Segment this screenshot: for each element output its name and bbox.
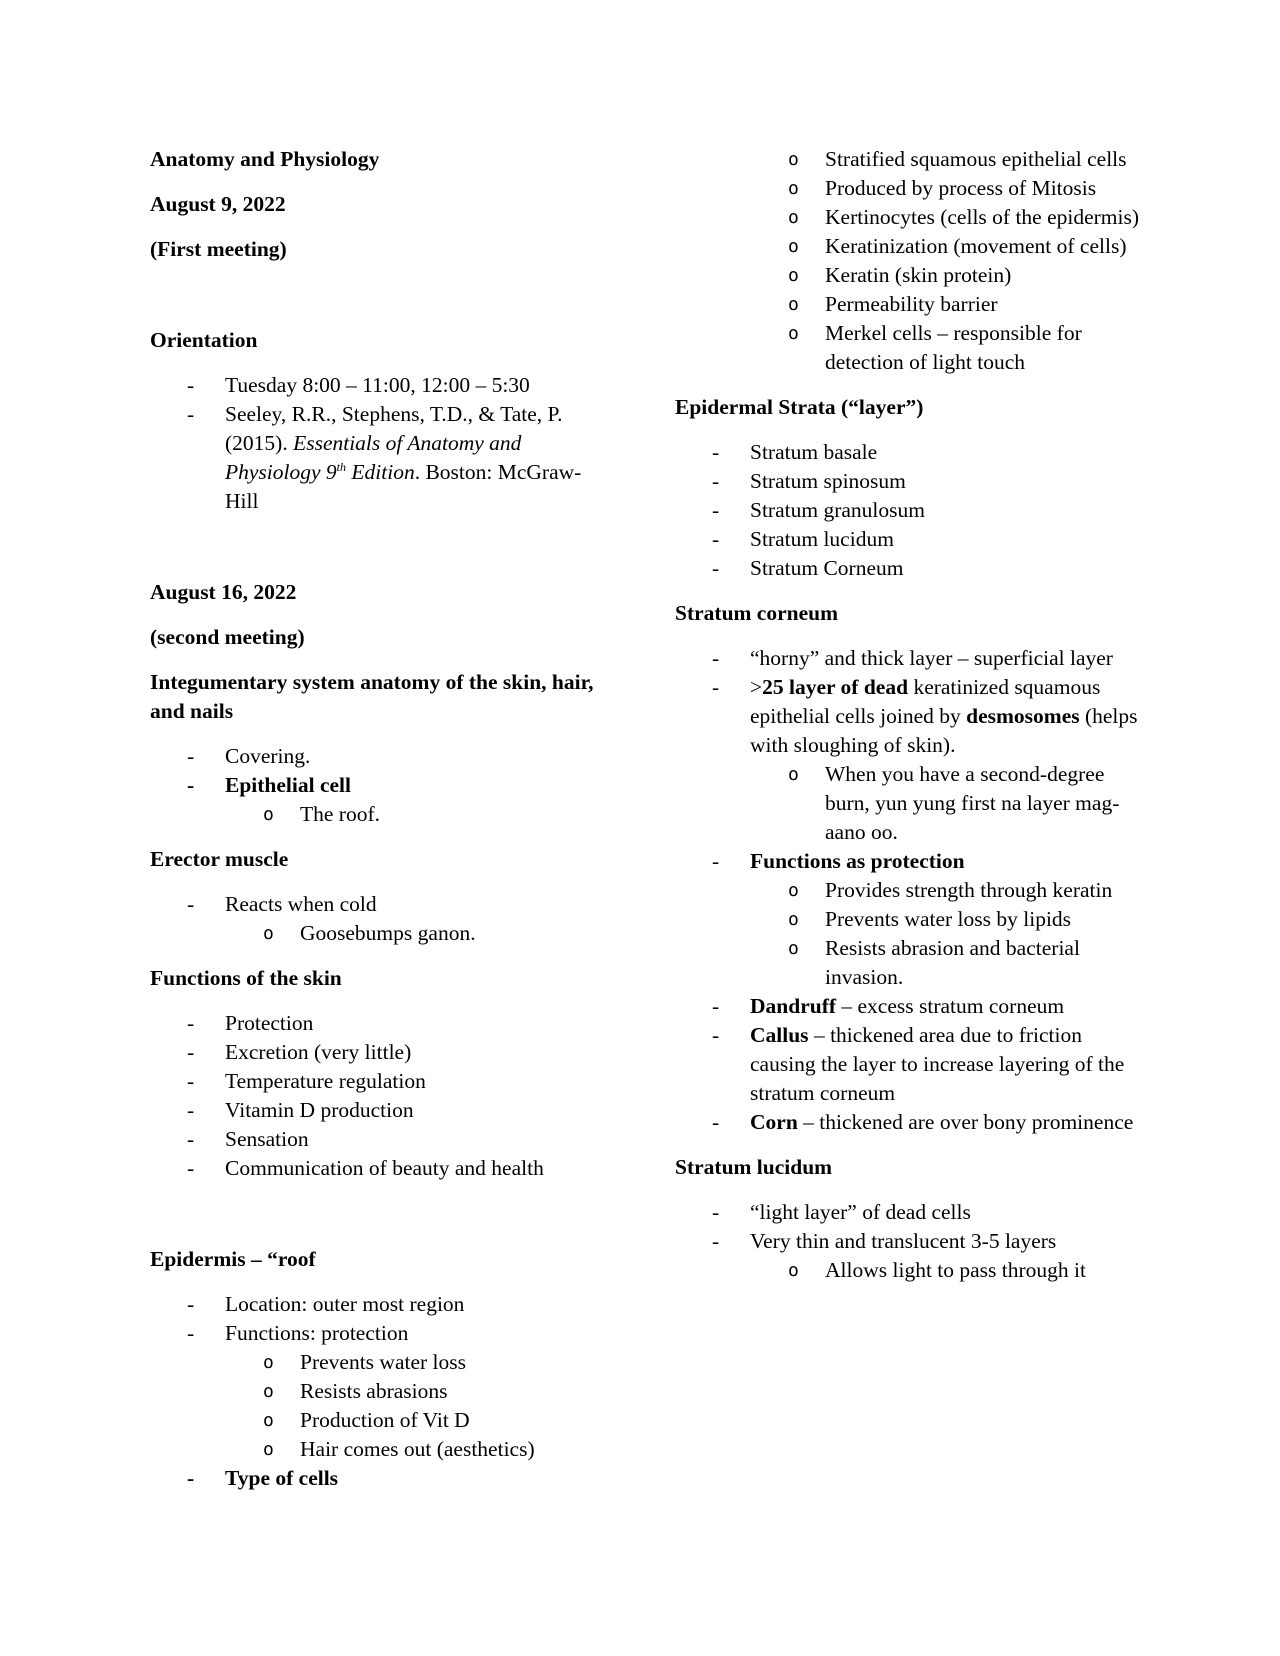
epidermis-heading: Epidermis – “roof xyxy=(150,1247,316,1271)
list-item: - Functions: protection o Prevents water loss o Resists abrasions o Production of Vit D o Hair comes out (aesthetics) xyxy=(150,1319,600,1464)
functions-list xyxy=(150,1009,600,1183)
reference-title: Essentials of Anatomy and Physiology 9th Edition xyxy=(225,431,522,484)
functions-heading: Functions of the skin xyxy=(150,966,342,990)
list-item: - Very thin and translucent 3-5 layers o Allows light to pass through it xyxy=(675,1227,1145,1285)
list-item: - Corn – thickened are over bony prominence xyxy=(675,1108,1145,1137)
list-item: - Protection xyxy=(150,1009,600,1038)
list-item: - Stratum granulosum xyxy=(675,496,1145,525)
list-item: - Type of cells xyxy=(150,1464,600,1493)
list-item: o Stratified squamous epithelial cells xyxy=(675,145,1145,174)
list-item: - >25 layer of dead keratinized squamous epithelial cells joined by desmosomes (helps with sloughing of skin). o When you have a second-degree burn, yun yung first na layer mag-aano oo. xyxy=(675,673,1145,847)
list-item: o Production of Vit D xyxy=(225,1406,600,1435)
sub-list xyxy=(750,760,1145,847)
list-item: o Allows light to pass through it xyxy=(750,1256,1145,1285)
list-item: o Merkel cells – responsible for detection of light touch xyxy=(675,319,1145,377)
strata-list xyxy=(675,438,1145,583)
strata-heading: Epidermal Strata (“layer”) xyxy=(675,395,924,419)
right-column xyxy=(675,145,1145,1301)
first-meeting-label: (First meeting) xyxy=(150,237,287,261)
epidermis-list xyxy=(150,1290,600,1493)
list-item: - “horny” and thick layer – superficial layer xyxy=(675,644,1145,673)
list-item: - Functions as protection o Provides strength through keratin o Prevents water loss by lipids o Resists abrasion and bacterial invasion. xyxy=(675,847,1145,992)
list-item: o Goosebumps ganon. xyxy=(225,919,600,948)
list-item: - Sensation xyxy=(150,1125,600,1154)
date-first-meeting: August 9, 2022 xyxy=(150,192,286,216)
sub-list xyxy=(750,1256,1145,1285)
erector-heading: Erector muscle xyxy=(150,847,289,871)
sub-list xyxy=(225,800,600,829)
list-item: o When you have a second-degree burn, yun yung first na layer mag-aano oo. xyxy=(750,760,1145,847)
corneum-list xyxy=(675,644,1145,1137)
list-item: - Stratum basale xyxy=(675,438,1145,467)
list-item: o Prevents water loss by lipids xyxy=(750,905,1145,934)
list-item: o Hair comes out (aesthetics) xyxy=(225,1435,600,1464)
list-item: - Dandruff – excess stratum corneum xyxy=(675,992,1145,1021)
reference-publisher: . Boston: McGraw-Hill xyxy=(225,460,582,513)
list-item: - Stratum lucidum xyxy=(675,525,1145,554)
list-item: - Epithelial cell o The roof. xyxy=(150,771,600,829)
corneum-heading: Stratum corneum xyxy=(675,601,839,625)
list-item: - Communication of beauty and health xyxy=(150,1154,600,1183)
orientation-list xyxy=(150,371,600,516)
list-item: - Covering. xyxy=(150,742,600,771)
list-item: - Stratum spinosum xyxy=(675,467,1145,496)
list-item: - Vitamin D production xyxy=(150,1096,600,1125)
list-item: o Permeability barrier xyxy=(675,290,1145,319)
list-item: - Stratum Corneum xyxy=(675,554,1145,583)
integumentary-list xyxy=(150,742,600,829)
list-item: o Prevents water loss xyxy=(225,1348,600,1377)
sub-list xyxy=(225,919,600,948)
date-second-meeting: August 16, 2022 xyxy=(150,580,297,604)
list-item: o Resists abrasion and bacterial invasion. xyxy=(750,934,1145,992)
list-item: - Temperature regulation xyxy=(150,1067,600,1096)
second-meeting-label: (second meeting) xyxy=(150,625,305,649)
lucidum-heading: Stratum lucidum xyxy=(675,1155,833,1179)
list-item: - “light layer” of dead cells xyxy=(675,1198,1145,1227)
lucidum-list xyxy=(675,1198,1145,1285)
sub-list xyxy=(225,1348,600,1464)
list-item: o Keratinization (movement of cells) xyxy=(675,232,1145,261)
list-item: - Excretion (very little) xyxy=(150,1038,600,1067)
list-item: - Tuesday 8:00 – 11:00, 12:00 – 5:30 xyxy=(150,371,600,400)
document-title: Anatomy and Physiology xyxy=(150,147,380,171)
reference-authors: Seeley, R.R., Stephens, T.D., & Tate, P. (2015). xyxy=(225,402,563,455)
list-item: o The roof. xyxy=(225,800,600,829)
left-column xyxy=(150,145,600,1509)
list-item: o Produced by process of Mitosis xyxy=(675,174,1145,203)
list-item: o Resists abrasions xyxy=(225,1377,600,1406)
erector-list xyxy=(150,890,600,948)
list-item: o Keratin (skin protein) xyxy=(675,261,1145,290)
list-item xyxy=(150,400,600,516)
list-item: o Provides strength through keratin xyxy=(750,876,1145,905)
list-item: - Reacts when cold o Goosebumps ganon. xyxy=(150,890,600,948)
list-item: o Kertinocytes (cells of the epidermis) xyxy=(675,203,1145,232)
integumentary-heading: Integumentary system anatomy of the skin, hair, and nails xyxy=(150,670,594,723)
orientation-heading: Orientation xyxy=(150,328,258,352)
list-item: - Location: outer most region xyxy=(150,1290,600,1319)
sub-list xyxy=(750,876,1145,992)
list-item: - Callus – thickened area due to friction causing the layer to increase layering of the stratum corneum xyxy=(675,1021,1145,1108)
cell-types-list xyxy=(675,145,1145,377)
